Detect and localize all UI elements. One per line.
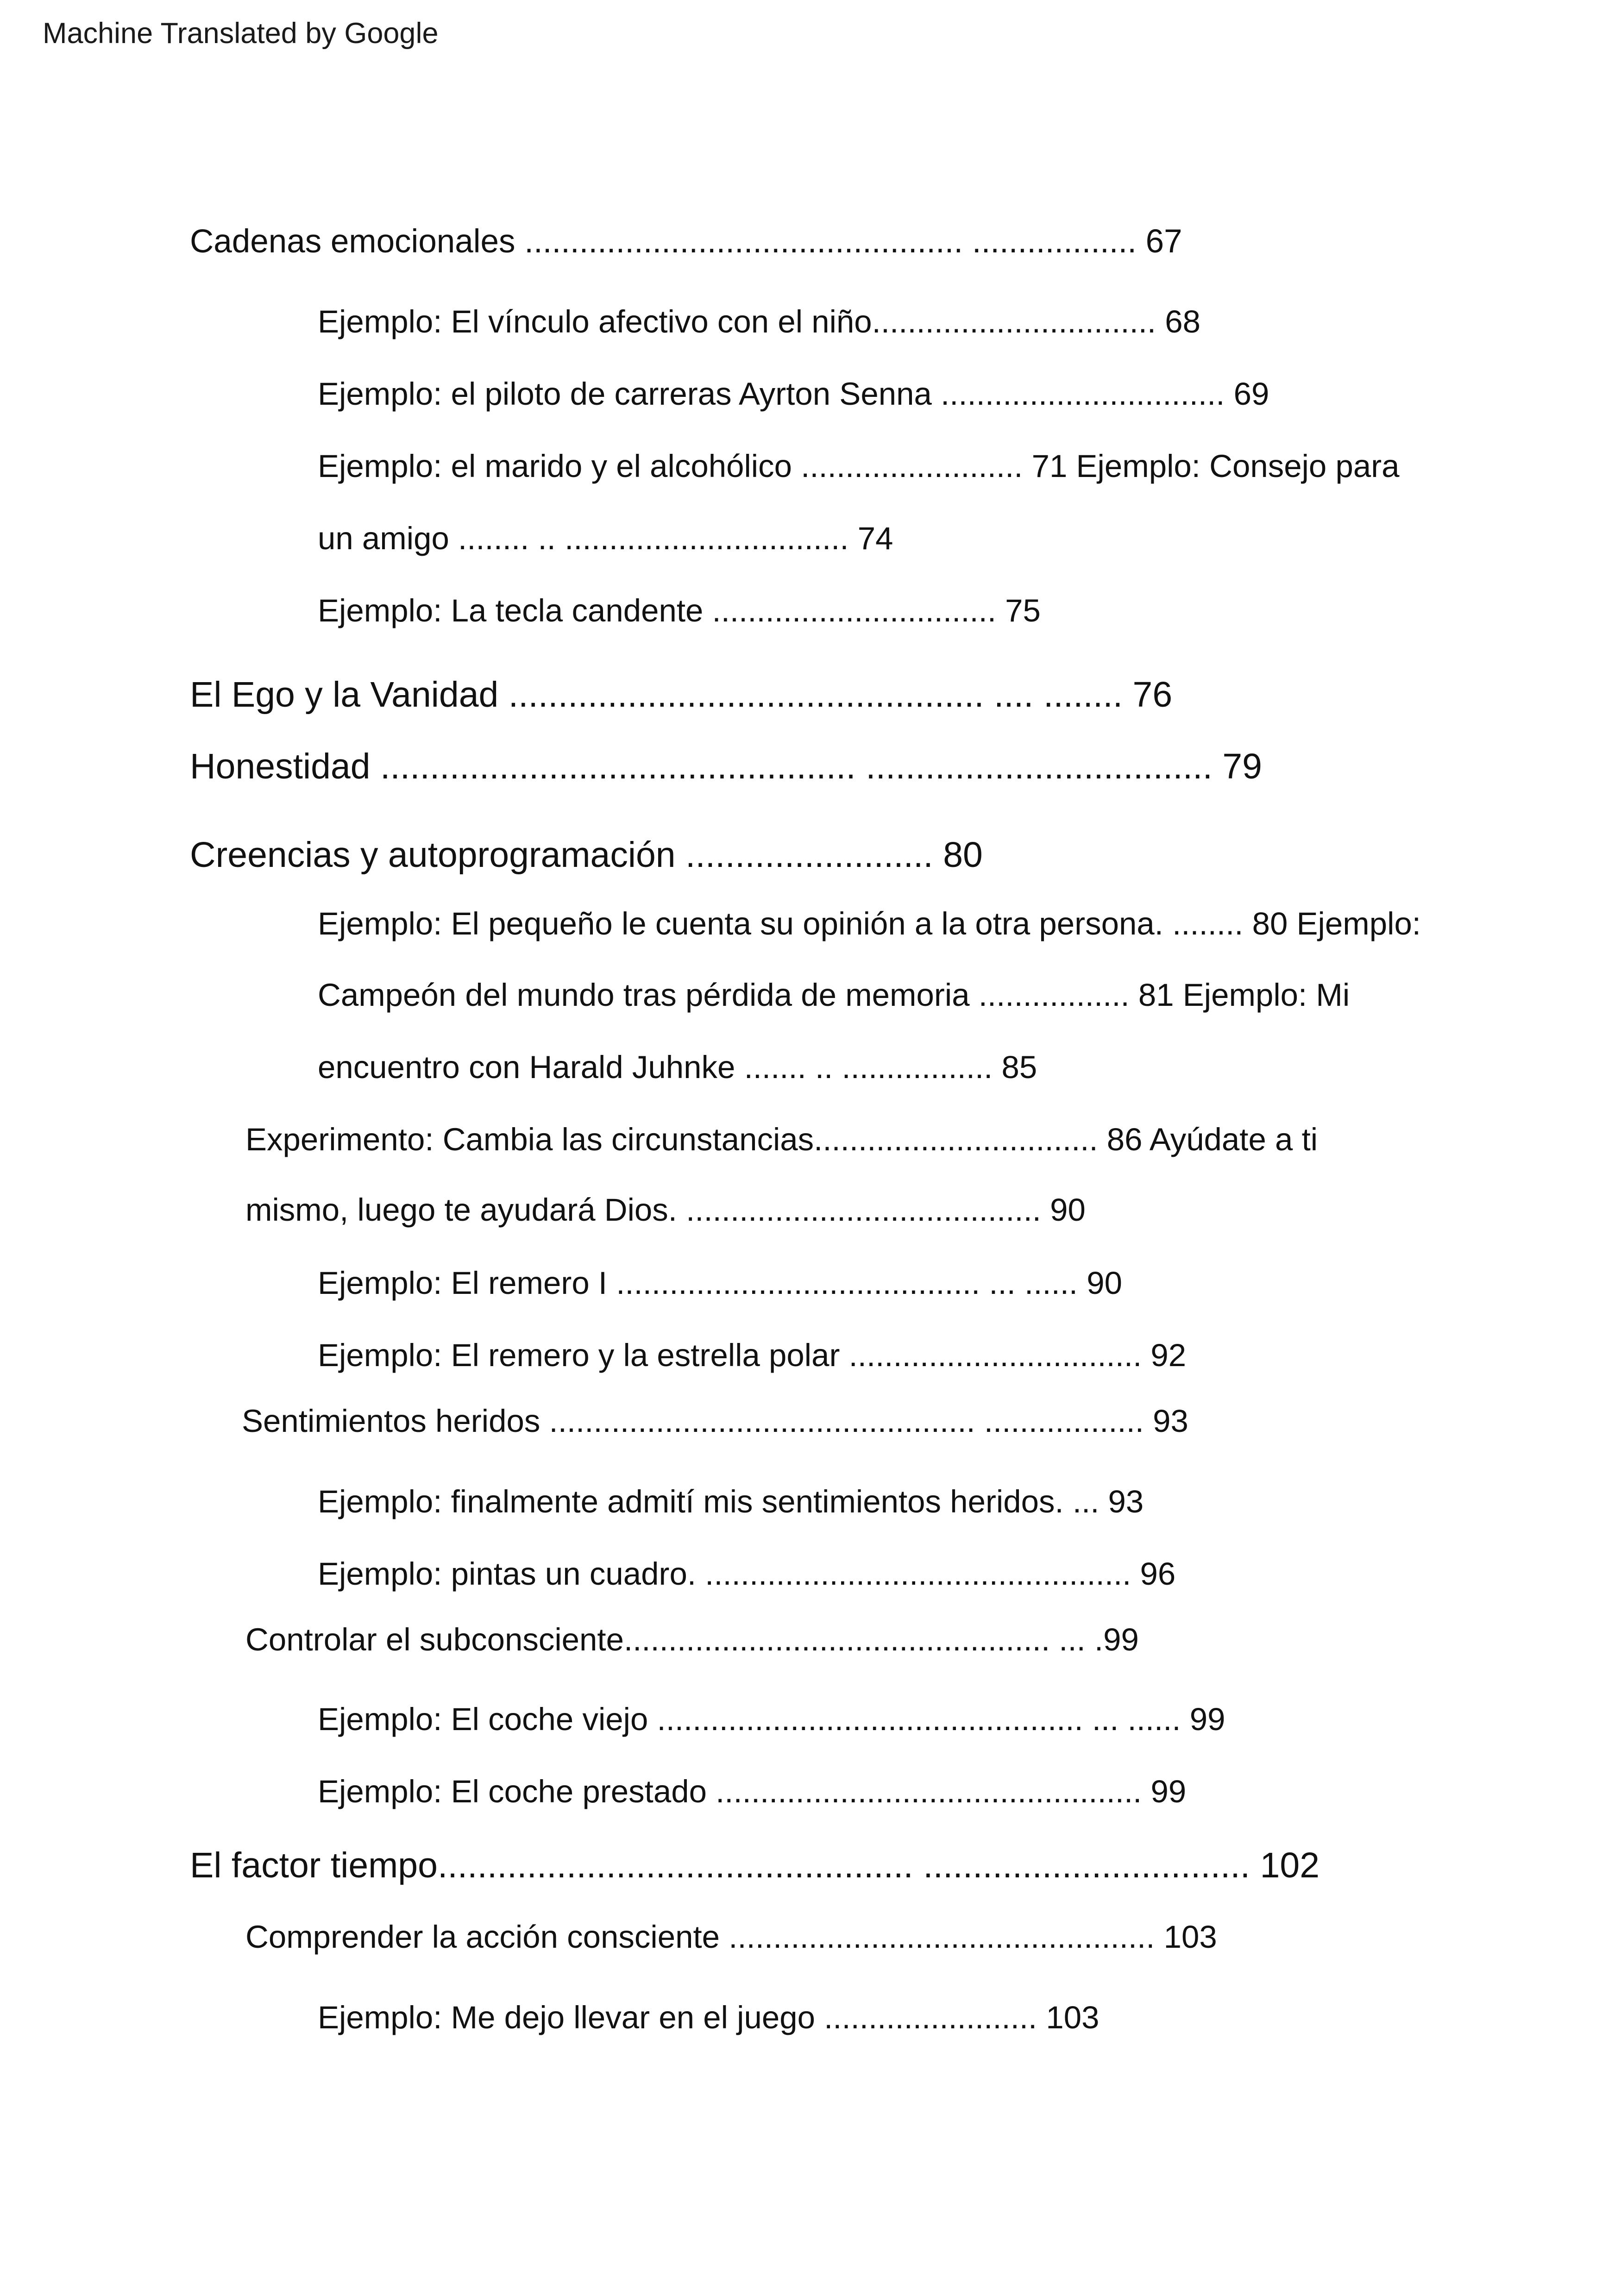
toc-entry-level1: Creencias y autoprogramación ......................... 80 <box>190 835 983 875</box>
toc-entry-level3: Ejemplo: pintas un cuadro. ................................................ 96 <box>318 1556 1176 1592</box>
toc-entry-level2: Controlar el subconsciente................................................ ... .99 <box>245 1622 1139 1657</box>
machine-translation-banner: Machine Translated by Google <box>43 17 439 50</box>
toc-entry-level3: Ejemplo: finalmente admití mis sentimientos heridos. ... 93 <box>318 1484 1144 1519</box>
toc-entry-level3: Campeón del mundo tras pérdida de memoria ................. 81 Ejemplo: Mi <box>318 977 1350 1013</box>
toc-entry-level3: Ejemplo: el marido y el alcohólico ......................... 71 Ejemplo: Consejo para <box>318 448 1400 484</box>
toc-entry-level3: Ejemplo: El remero I ......................................... ... ...... 90 <box>318 1265 1122 1301</box>
toc-entry-level3: Ejemplo: El remero y la estrella polar ................................. 92 <box>318 1337 1187 1373</box>
toc-entry-level2: Sentimientos heridos ................................................ .................. 93 <box>242 1403 1188 1439</box>
toc-entry-level2: mismo, luego te ayudará Dios. ........................................ 90 <box>245 1192 1086 1228</box>
toc-entry-level2: Experimento: Cambia las circunstancias................................ 86 Ayúdate a ti <box>245 1122 1318 1157</box>
toc-entry-level3: Ejemplo: El vínculo afectivo con el niño................................ 68 <box>318 304 1201 339</box>
toc-entry-level3: un amigo ........ .. ................................ 74 <box>318 521 893 556</box>
toc-entry-level1: El factor tiempo................................................ ................................. 102 <box>190 1845 1320 1885</box>
toc-entry-level3: Ejemplo: El pequeño le cuenta su opinión a la otra persona. ........ 80 Ejemplo: <box>318 906 1421 941</box>
toc-entry-level3: Ejemplo: El coche prestado ................................................ 99 <box>318 1774 1187 1809</box>
toc-entry-level3: Ejemplo: Me dejo llevar en el juego ........................ 103 <box>318 2000 1100 2035</box>
toc-entry-level1: Honestidad ................................................ ................................... 79 <box>190 747 1263 786</box>
toc-entry-level3: Ejemplo: el piloto de carreras Ayrton Senna ................................ 69 <box>318 376 1269 412</box>
toc-entry-level3: Ejemplo: La tecla candente ................................ 75 <box>318 593 1041 628</box>
toc-entry-level1: Cadenas emocionales ................................................ .................. 67 <box>190 223 1182 260</box>
toc-entry-level3: Ejemplo: El coche viejo ................................................ ... ...... 99 <box>318 1701 1225 1737</box>
toc-entry-level1: El Ego y la Vanidad ................................................ .... ........ 76 <box>190 675 1173 715</box>
toc-entry-level2: Comprender la acción consciente ................................................ 103 <box>245 1919 1217 1955</box>
toc-entry-level3: encuentro con Harald Juhnke ....... .. ................. 85 <box>318 1049 1037 1085</box>
